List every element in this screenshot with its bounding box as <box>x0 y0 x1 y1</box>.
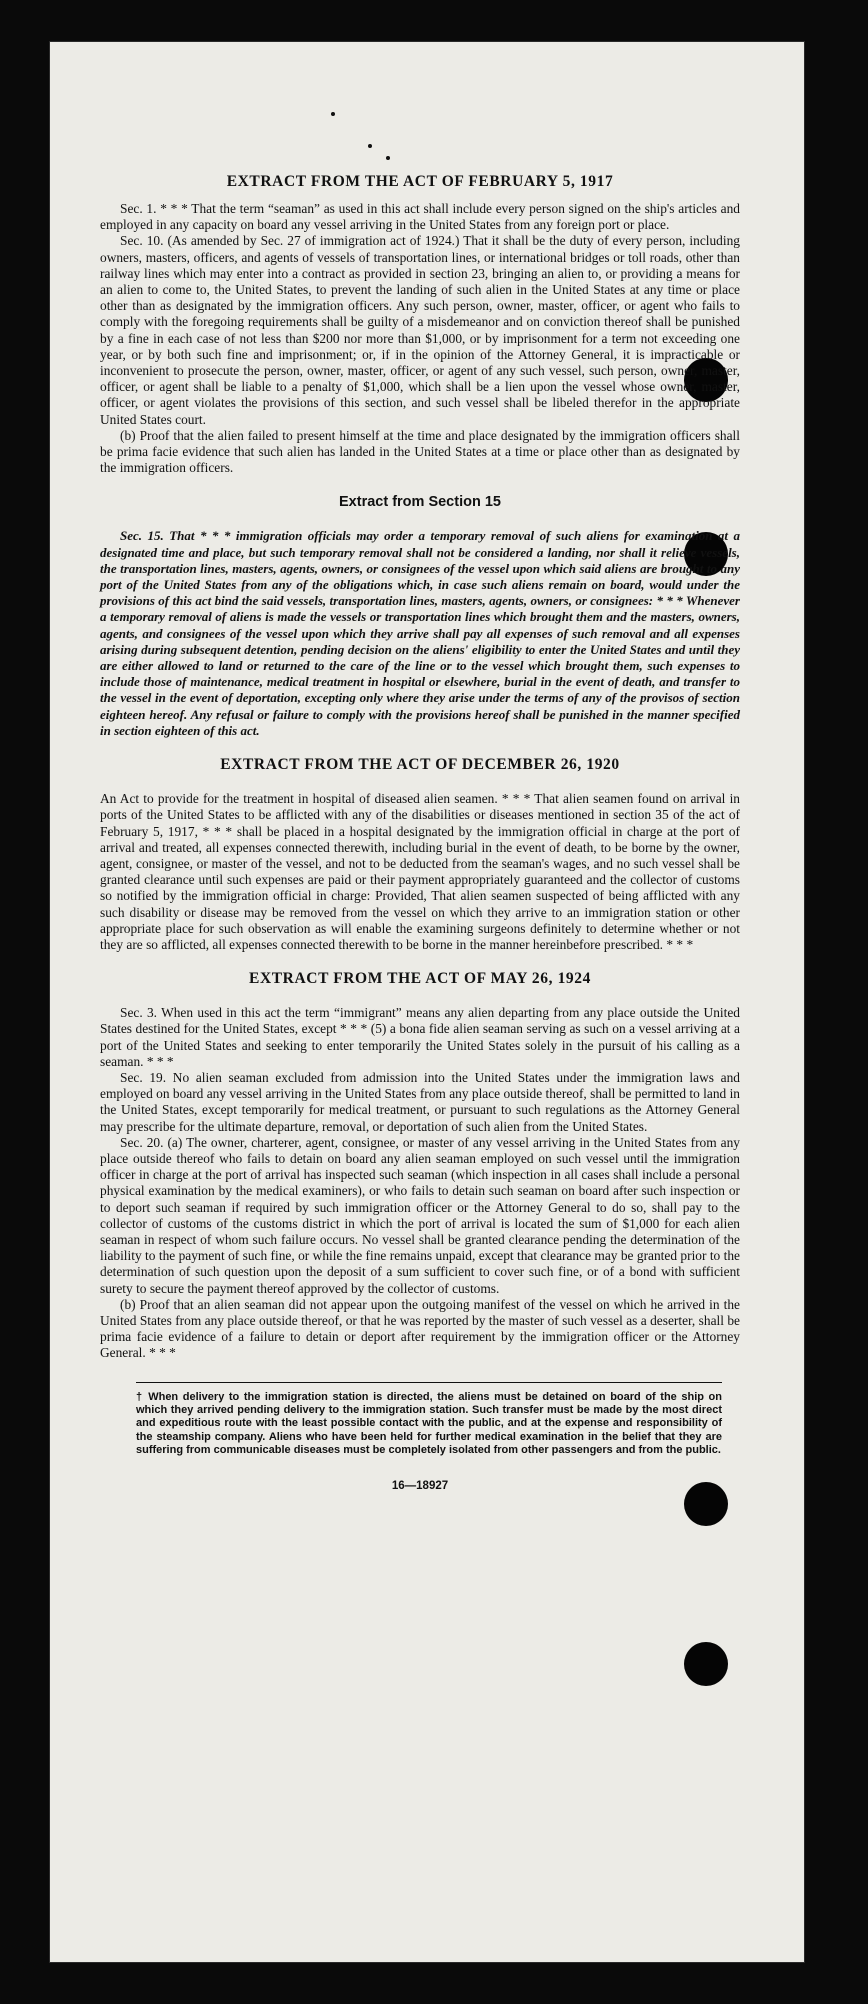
form-number: 16—18927 <box>391 1479 449 1492</box>
footnote-text: † When delivery to the immigration station is directed, the aliens must be detained on board of the ship on which they arrived pending delivery to the immigration station. Such transfer must be made by the most direct and expeditious route with the least possible contact with the public, and at the expense and responsibility of the steamship company. Aliens who have been held for further medical examination in the belief that they are suffering from communicable diseases must be completely isolated from other passengers and from the public. <box>136 1390 722 1457</box>
speck-mark <box>331 112 335 116</box>
heading-act-1917: EXTRACT FROM THE ACT OF FEBRUARY 5, 1917 <box>226 173 614 190</box>
document-body <box>100 172 740 1492</box>
footnote-divider <box>136 1382 722 1383</box>
section-15-block <box>100 528 740 739</box>
punch-hole <box>684 1642 728 1686</box>
heading-act-1920: EXTRACT FROM THE ACT OF DECEMBER 26, 1920 <box>220 756 620 774</box>
footnote <box>100 1391 740 1458</box>
paragraph-sec-1: Sec. 1. * * * That the term “seaman” as used in this act shall include every person signed on the ship's articles and employed in any capacity on board any vessel arriving in the United States from any foreign port or place. <box>100 201 740 233</box>
paragraph-sec-10: Sec. 10. (As amended by Sec. 27 of immigration act of 1924.) That it shall be the duty of every person, including owners, masters, officers, and agents of vessels of transportation lines, or international bridges or toll roads, other than railway lines which may enter into a contract as provided in section 23, bringing an alien to, or providing a means for an alien to come to, the United States, to prevent the landing of such alien in the United States at any time or place other than as designated by the immigration officers. Any such person, owner, master, officer, or agent who fails to comply with the foregoing requirements shall be guilty of a misdemeanor and on conviction thereof shall be punished by a fine in each case of not less than $200 nor more than $1,000, or by imprisonment for a term not exceeding one year, or by both such fine and imprisonment; or, if in the opinion of the Attorney General, it is impracticable or inconvenient to prosecute the person, owner, master, officer, or agent of any such vessel, such person, owner, master, officer, or agent shall be liable to a penalty of $1,000, which shall be a lien upon the vessel whose owner, master, officer, or agent violates the provisions of this section, and such vessel shall be libeled therefor in the appropriate United States court. <box>100 233 740 427</box>
heading-section-15: Extract from Section 15 <box>339 494 501 511</box>
paragraph-sec-15: Sec. 15. That * * * immigration officials may order a temporary removal of such aliens for examination at a designated time and place, but such temporary removal shall not be considered a landing, nor shall it relieve vessels, the transportation lines, masters, agents, owners, or consignees of the vessel upon which said aliens are brought to any port of the United States from any of the obligations which, in case such aliens remain on board, would under the provisions of this act bind the said vessels, transportation lines, masters, agents, owners, or consignees: * * * Whenever a temporary removal of aliens is made the vessels or transportation lines which brought them and the masters, owners, agents, and consignees of the vessel upon which they arrive shall pay all expenses of such removal and all expenses arising during subsequent detention, pending decision on the aliens' eligibility to enter the United States and until they are either allowed to land or returned to the care of the line or to the vessel which brought them, such expenses to include those of maintenance, medical treatment in hospital or elsewhere, burial in the event of death, and transfer to the vessel in the event of deportation, excepting only where they arise under the terms of any of the provisos of section eighteen hereof. Any refusal or failure to comply with the provisions hereof shall be punished in the manner specified in section eighteen of this act. <box>100 528 740 738</box>
paragraph-sec-10-b: (b) Proof that the alien failed to present himself at the time and place designated by the immigration officers shall be prima facie evidence that such alien has landed in the United States at a time or place other than as designated by the immigration officers. <box>100 427 740 476</box>
speck-mark <box>368 144 372 148</box>
paragraph-sec-20-a: Sec. 20. (a) The owner, charterer, agent, consignee, or master of any vessel arriving in the United States from any place outside thereof who fails to detain on board any alien seaman employed on such vessel until the immigration officer in charge at the port of arrival has inspected such seaman (which inspection in all cases shall include a personal physical examination by the medical examiners), or who fails to detain such seaman on board after such inspection or to deport such seaman if required by such immigration officer or the Attorney General to do so, shall pay to the collector of customs of the customs district in which the port of arrival is located the sum of $1,000 for each alien seaman in respect of whom such failure occurs. No vessel shall be granted clearance pending the determination of the liability to the payment of such fine, or while the fine remains unpaid, except that clearance may be granted prior to the determination of such question upon the deposit of a sum sufficient to cover such fine, or of a bond with sufficient surety to secure the payment thereof approved by the collector of customs. <box>100 1134 740 1296</box>
speck-mark <box>386 156 390 160</box>
paragraph-sec-20-b: (b) Proof that an alien seaman did not appear upon the outgoing manifest of the vessel on which he arrived in the United States from any place outside thereof, or that he was reported by the master of such vessel as a deserter, shall be prima facie evidence of a failure to detain or deport after requirement by the immigration officer or the Attorney General. * * * <box>100 1296 740 1361</box>
paragraph-act-1920: An Act to provide for the treatment in hospital of diseased alien seamen. * * * That alien seamen found on arrival in ports of the United States to be afflicted with any of the disabilities or diseases mentioned in section 35 of the act of February 5, 1917, * * * shall be placed in a hospital designated by the immigration official in charge at the port of arrival and treated, all expenses connected therewith, including burial in the event of death, to be borne by the owner, agent, consignee, or master of the vessel, and not to be deducted from the seaman's wages, and no such vessel shall be granted clearance until such expenses are paid or their payment appropriately guaranteed and the collector of customs so notified by the immigration official in charge: Provided, That alien seamen suspected of being afflicted with any such disability or disease may be removed from the vessel on which they arrive to an immigration station or other appropriate place for such observation as will enable the examining surgeons definitely to determine whether or not they are so afflicted, all expenses connected therewith to be borne in the manner hereinbefore prescribed. * * * <box>100 791 740 952</box>
paragraph-sec-3: Sec. 3. When used in this act the term “immigrant” means any alien departing from any place outside the United States destined for the United States, except * * * (5) a bona fide alien seaman serving as such on a vessel arriving at a port of the United States and seeking to enter temporarily the United States solely in the pursuit of his calling as a seaman. * * * <box>100 1005 740 1069</box>
heading-act-1924: EXTRACT FROM THE ACT OF MAY 26, 1924 <box>249 970 591 988</box>
paragraph-sec-19: Sec. 19. No alien seaman excluded from admission into the United States under the immigration laws and employed on board any vessel arriving in the United States from any place outside thereof, shall be permitted to land in the United States, except temporarily for medical treatment, or pursuant to such regulations as the Attorney General may prescribe for the ultimate departure, removal, or deportation of such alien from the United States. <box>100 1069 740 1134</box>
